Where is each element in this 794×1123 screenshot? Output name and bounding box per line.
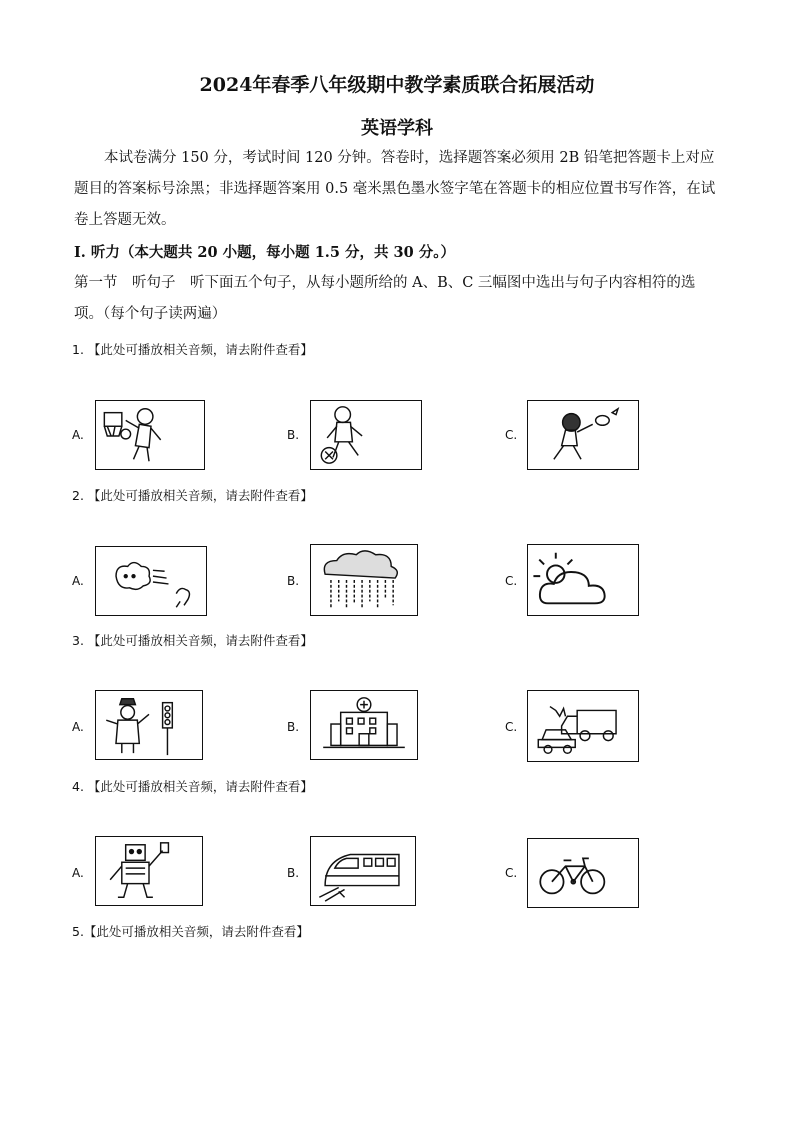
option-letter: B. — [287, 574, 300, 588]
subject-title: 英语学科 — [361, 118, 433, 139]
option-letter: A. — [72, 428, 84, 442]
traffic-police-icon[interactable] — [95, 690, 203, 760]
windy-icon[interactable] — [95, 546, 207, 616]
option-letter: B. — [287, 720, 300, 734]
cloudy-icon[interactable] — [527, 544, 639, 616]
robot-icon[interactable] — [95, 836, 203, 906]
basketball-player-icon[interactable] — [95, 400, 205, 470]
train-icon[interactable] — [310, 836, 416, 906]
question-1-label[interactable]: 1. 【此处可播放相关音频，请去附件查看】 — [72, 342, 313, 357]
option-letter: A. — [72, 720, 84, 734]
hospital-icon[interactable] — [310, 690, 418, 760]
rainy-icon[interactable] — [310, 544, 418, 616]
question-3-label[interactable]: 3. 【此处可播放相关音频，请去附件查看】 — [72, 633, 313, 648]
question-5-label[interactable]: 5.【此处可播放相关音频，请去附件查看】 — [72, 924, 309, 939]
badminton-player-icon[interactable] — [527, 400, 639, 470]
option-letter: B. — [287, 428, 300, 442]
option-letter: A. — [72, 866, 84, 880]
bicycle-icon[interactable] — [527, 838, 639, 908]
instructions: 本试卷满分 150 分，考试时间 120 分钟。答卷时，选择题答案必须用 2B 铅笔把答题卡上对应题目的答案标号涂黑；非选择题答案用 0.5 毫米黑色墨水签字笔在答题卡的相应位置书写作答，在试卷上答题无效。 — [74, 150, 716, 228]
option-letter: B. — [287, 866, 300, 880]
question-2-label[interactable]: 2. 【此处可播放相关音频，请去附件查看】 — [72, 488, 313, 503]
option-letter: C. — [505, 428, 518, 442]
section-heading: I. 听力（本大题共 20 小题，每小题 1.5 分，共 30 分。） — [74, 244, 455, 261]
option-letter: C. — [505, 866, 518, 880]
option-letter: C. — [505, 720, 518, 734]
soccer-player-icon[interactable] — [310, 400, 422, 470]
car-accident-icon[interactable] — [527, 690, 639, 762]
option-letter: C. — [505, 574, 518, 588]
part-heading: 第一节 听句子 听下面五个句子，从每小题所给的 A、B、C 三幅图中选出与句子内容相符的选项。（每个句子读两遍） — [74, 275, 696, 322]
question-4-label[interactable]: 4. 【此处可播放相关音频，请去附件查看】 — [72, 779, 313, 794]
exam-title: 2024年春季八年级期中教学素质联合拓展活动 — [199, 74, 595, 96]
option-letter: A. — [72, 574, 84, 588]
